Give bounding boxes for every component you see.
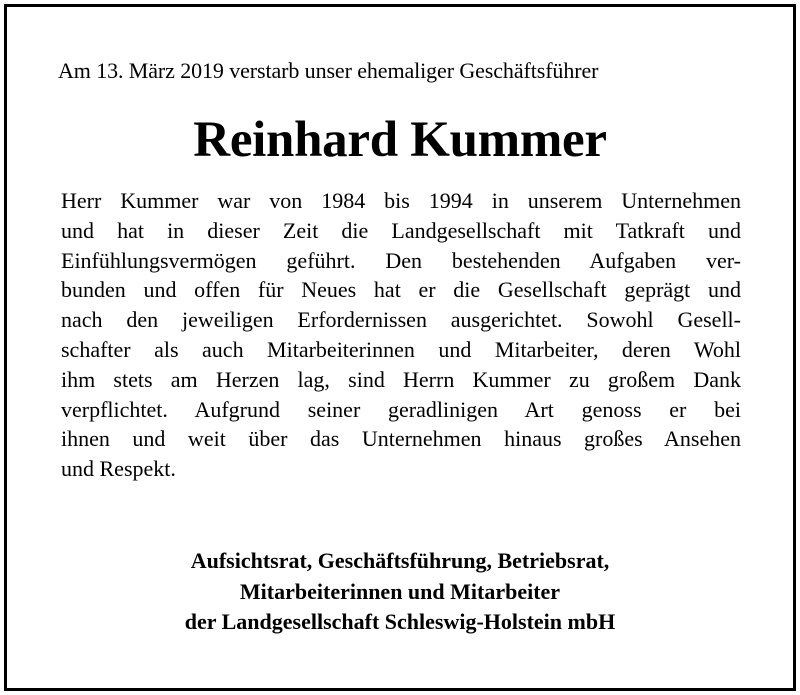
- body-line: verpflichtet. Aufgrund seiner geradlinigen Art genoss er bei: [61, 396, 741, 422]
- signature-line: der Landgesellschaft Schleswig-Holstein mbH: [184, 609, 616, 634]
- body-line: schafter als auch Mitarbeiterinnen und Mitarbeiter, deren Wohl: [61, 336, 741, 362]
- body-line: Einfühlungsvermögen geführt. Den bestehenden Aufgaben ver-: [61, 247, 741, 273]
- deceased-name: Reinhard Kummer: [193, 112, 607, 168]
- body-line: bunden und offen für Neues hat er die Gesellschaft geprägt und: [61, 277, 741, 303]
- notice-intro: Am 13. März 2019 verstarb unser ehemaliger Geschäftsführer: [58, 58, 599, 83]
- notice-body: [61, 186, 741, 484]
- signature-line: Aufsichtsrat, Geschäftsführung, Betriebsrat,: [190, 548, 610, 573]
- body-line: nach den jeweiligen Erfordernissen ausgerichtet. Sowohl Gesell-: [61, 307, 741, 333]
- body-line: und Respekt.: [61, 456, 176, 482]
- body-line: ihnen und weit über das Unternehmen hinaus großes Ansehen: [61, 426, 741, 452]
- body-line: Herr Kummer war von 1984 bis 1994 in unserem Unternehmen: [61, 188, 741, 213]
- signature-line: Mitarbeiterinnen und Mitarbeiter: [239, 578, 561, 604]
- body-line: und hat in dieser Zeit die Landgesellschaft mit Tatkraft und: [61, 217, 741, 243]
- signature-block: [0, 546, 800, 638]
- body-line: ihm stets am Herzen lag, sind Herrn Kummer zu großem Dank: [61, 366, 741, 392]
